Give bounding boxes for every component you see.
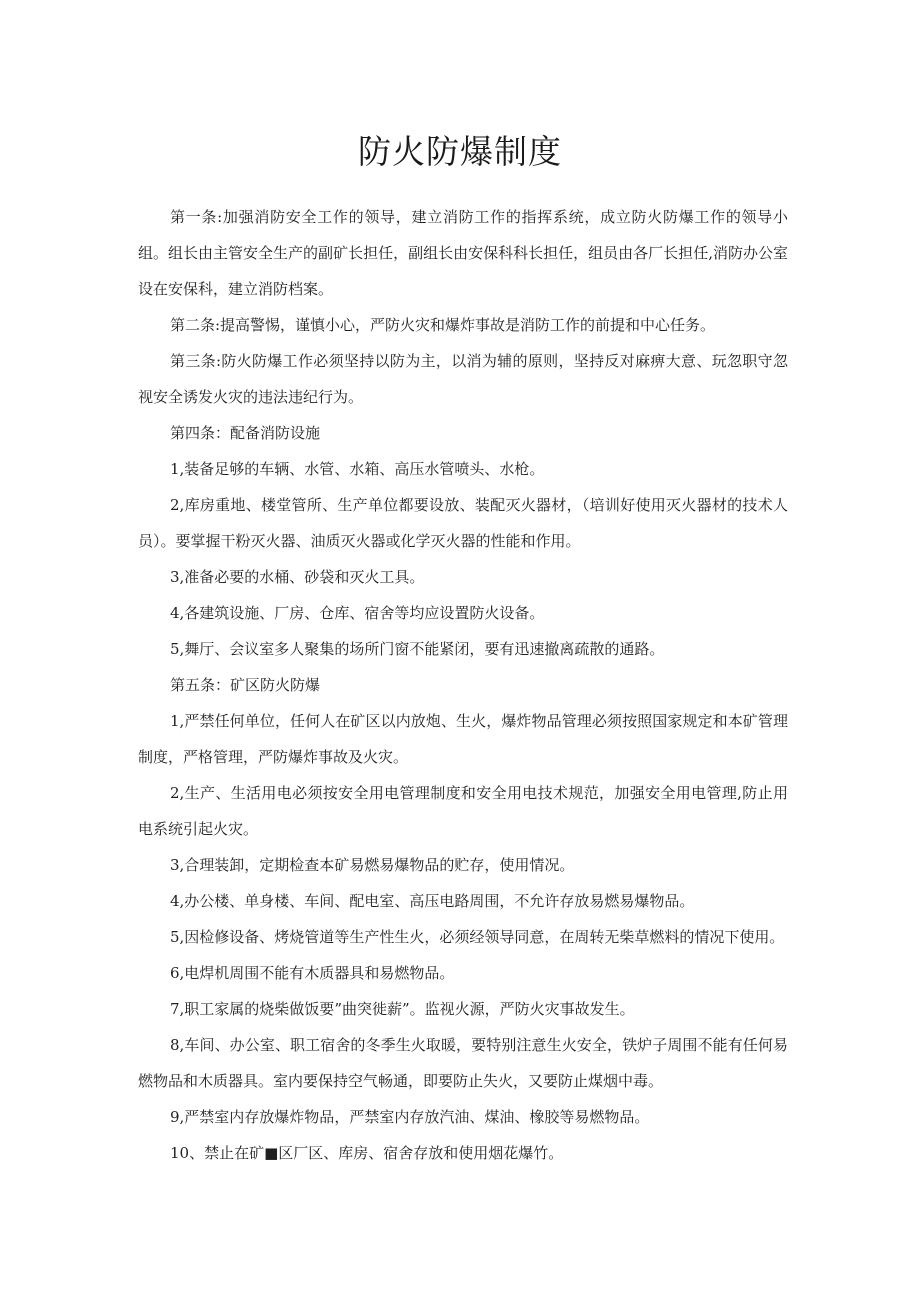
article-5-item-9: 9,严禁室内存放爆炸物品，严禁室内存放汽油、煤油、橡胶等易燃物品。 xyxy=(170,1108,650,1126)
article-5-item-5: 5,因检修设备、烤烧管道等生产性生火，必须经领导同意，在周转无柴草燃料的情况下使用。 xyxy=(170,928,785,946)
article-5-item-2: 2,生产、生活用电必须按安全用电管理制度和安全用电技术规范，加强安全用电管理,防止用电系统引起火灾。 xyxy=(138,784,788,838)
article-4-item-5: 5,舞厅、会议室多人聚集的场所门窗不能紧闭，要有迅速撤离疏散的通路。 xyxy=(170,640,665,658)
article-5-item-1: 1,严禁任何单位，任何人在矿区以内放炮、生火，爆炸物品管理必须按照国家规定和本矿管理制度，严格管理，严防爆炸事故及火灾。 xyxy=(138,712,788,766)
document-body xyxy=(138,199,788,1171)
article-4-item-3: 3,准备必要的水桶、砂袋和灭火工具。 xyxy=(170,568,425,586)
article-4-heading: 第四条：配备消防设施 xyxy=(170,424,321,442)
article-5-item-4: 4,办公楼、单身楼、车间、配电室、高压电路周围，不允许存放易燃易爆物品。 xyxy=(170,892,695,910)
article-5-item-6: 6,电焊机周围不能有木质器具和易燃物品。 xyxy=(170,964,455,982)
article-2: 第二条:提高警惕，谨慎小心，严防火灾和爆炸事故是消防工作的前提和中心任务。 xyxy=(170,316,716,334)
article-3: 第三条:防火防爆工作必须坚持以防为主，以消为辅的原则，坚持反对麻痹大意、玩忽职守忽视安全诱发火灾的违法违纪行为。 xyxy=(138,352,788,406)
article-5-item-10: 10、禁止在矿■区厂区、库房、宿舍存放和使用烟花爆竹。 xyxy=(170,1144,564,1162)
article-1: 第一条:加强消防安全工作的领导，建立消防工作的指挥系统，成立防火防爆工作的领导小组。组长由主管安全生产的副矿长担任，副组长由安保科科长担任，组员由各厂长担任,消防办公室设在安保科，建立消防档案。 xyxy=(138,208,788,298)
article-5-item-7: 7,职工家属的烧柴做饭要”曲突徙薪”。监视火源，严防火灾事故发生。 xyxy=(170,1000,635,1018)
article-5-item-3: 3,合理装卸，定期检查本矿易燃易爆物品的贮存，使用情况。 xyxy=(170,856,575,874)
document-title: 防火防爆制度 xyxy=(358,132,562,171)
article-4-item-4: 4,各建筑设施、厂房、仓库、宿舍等均应设置防火设备。 xyxy=(170,604,545,622)
article-4-item-2: 2,库房重地、楼堂管所、生产单位都要设放、装配灭火器材，（培训好使用灭火器材的技术人员）。要掌握干粉灭火器、油质灭火器或化学灭火器的性能和作用。 xyxy=(138,496,788,550)
article-4-item-1: 1,装备足够的车辆、水管、水箱、高压水管喷头、水枪。 xyxy=(170,460,545,478)
article-5-heading: 第五条：矿区防火防爆 xyxy=(170,676,321,694)
article-5-item-8: 8,车间、办公室、职工宿舍的冬季生火取暖，要特别注意生火安全，铁炉子周围不能有任何易燃物品和木质器具。室内要保持空气畅通，即要防止失火，又要防止煤烟中毒。 xyxy=(138,1036,788,1090)
